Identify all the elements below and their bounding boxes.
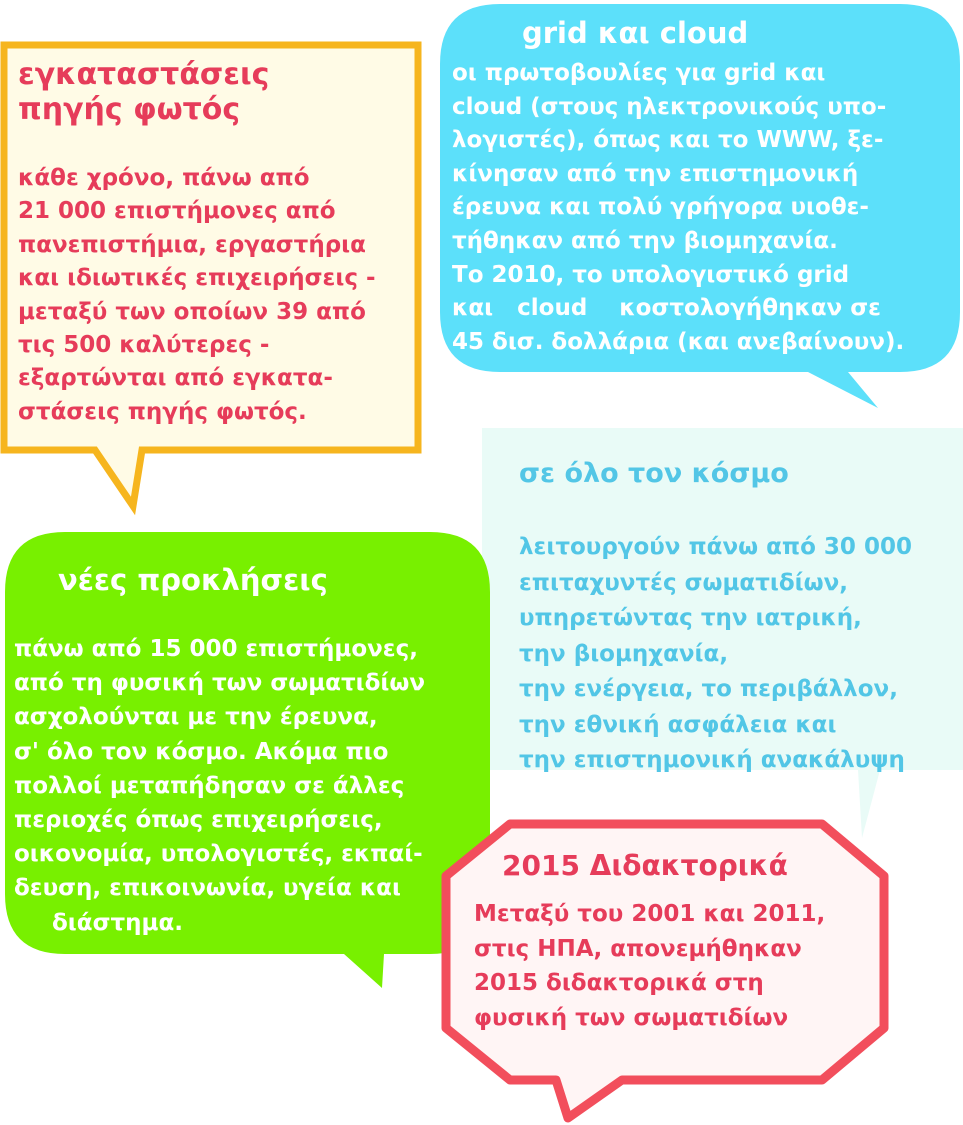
worldwide-body [519,530,912,779]
body-line: κίνησαν από την επιστημονική [452,160,859,187]
new-challenges-title: νέες προκλήσεις [58,563,328,597]
body-line: 45 δισ. δολλάρια (και ανεβαίνουν). [452,328,905,355]
body-line: δευση, επικοινωνία, υγεία και [14,875,401,902]
body-line: στάσεις πηγής φωτός. [18,398,307,425]
body-line: και ιδιωτικές επιχειρήσεις - [18,265,376,292]
body-line: λειτουργούν πάνω από 30 000 [519,534,912,560]
light-sources-body [18,162,376,429]
body-line: διάστημα. [52,909,183,936]
body-line: φυσική των σωματιδίων [474,1004,789,1031]
body-line: cloud (στους ηλεκτρονικούς υπο- [452,93,887,120]
body-line: στις ΗΠΑ, απονεμήθηκαν [474,935,802,962]
body-line: τις 500 καλύτερες - [18,332,270,359]
body-line: Μεταξύ του 2001 και 2011, [474,901,826,927]
body-line: 21 000 επιστήμονες από [18,198,336,225]
body-line: εξαρτώνται από εγκατα- [18,365,333,392]
worldwide-title: σε όλο τον κόσμο [519,458,789,489]
body-line: από τη φυσική των σωματιδίων [14,670,426,697]
body-line: 2015 διδακτορικά στη [474,970,764,996]
body-line: σ' όλο τον κόσμο. Ακόμα πιο [14,738,389,765]
body-line: επιταχυντές σωματιδίων, [519,569,849,596]
body-line: οι πρωτοβουλίες για grid και [452,60,826,86]
body-line: πολλοί μεταπήδησαν σε άλλες [14,772,405,799]
new-challenges-body [14,632,425,940]
body-line: υπηρετώντας την ιατρική, [519,605,862,631]
body-line: και cloud κοστολογήθηκαν σε [452,295,881,322]
body-line: μεταξύ των οποίων 39 από [18,298,366,325]
body-line: οικονομία, υπολογιστές, εκπαί- [14,841,423,868]
title-line: πηγής φωτός [18,92,241,127]
body-line: Το 2010, το υπολογιστικό grid [452,261,850,288]
body-line: την επιστημονική ανακάλυψη [519,747,905,773]
body-line: έρευνα και πολύ γρήγορα υιοθε- [452,194,869,221]
grid-cloud-body [452,57,904,359]
body-line: την βιομηχανία, [519,640,729,667]
body-line: πάνω από 15 000 επιστήμονες, [14,636,418,662]
doctorates-title: 2015 Διδακτορικά [502,849,788,882]
body-line: κάθε χρόνο, πάνω από [18,165,310,191]
body-line: ασχολούνται με την έρευνα, [14,704,378,731]
light-sources-title [18,57,269,127]
title-line: εγκαταστάσεις [18,57,270,92]
body-line: τήθηκαν από την βιομηχανία. [452,227,838,254]
body-line: πανεπιστήμια, εργαστήρια [18,231,366,258]
body-line: περιοχές όπως επιχειρήσεις, [14,807,383,834]
body-line: την εθνική ασφάλεια και [519,711,837,738]
body-line: λογιστές), όπως και το WWW, ξε- [452,127,884,154]
grid-cloud-title: grid και cloud [522,16,749,50]
doctorates-body [474,897,825,1035]
body-line: την ενέργεια, το περιβάλλον, [519,676,898,702]
